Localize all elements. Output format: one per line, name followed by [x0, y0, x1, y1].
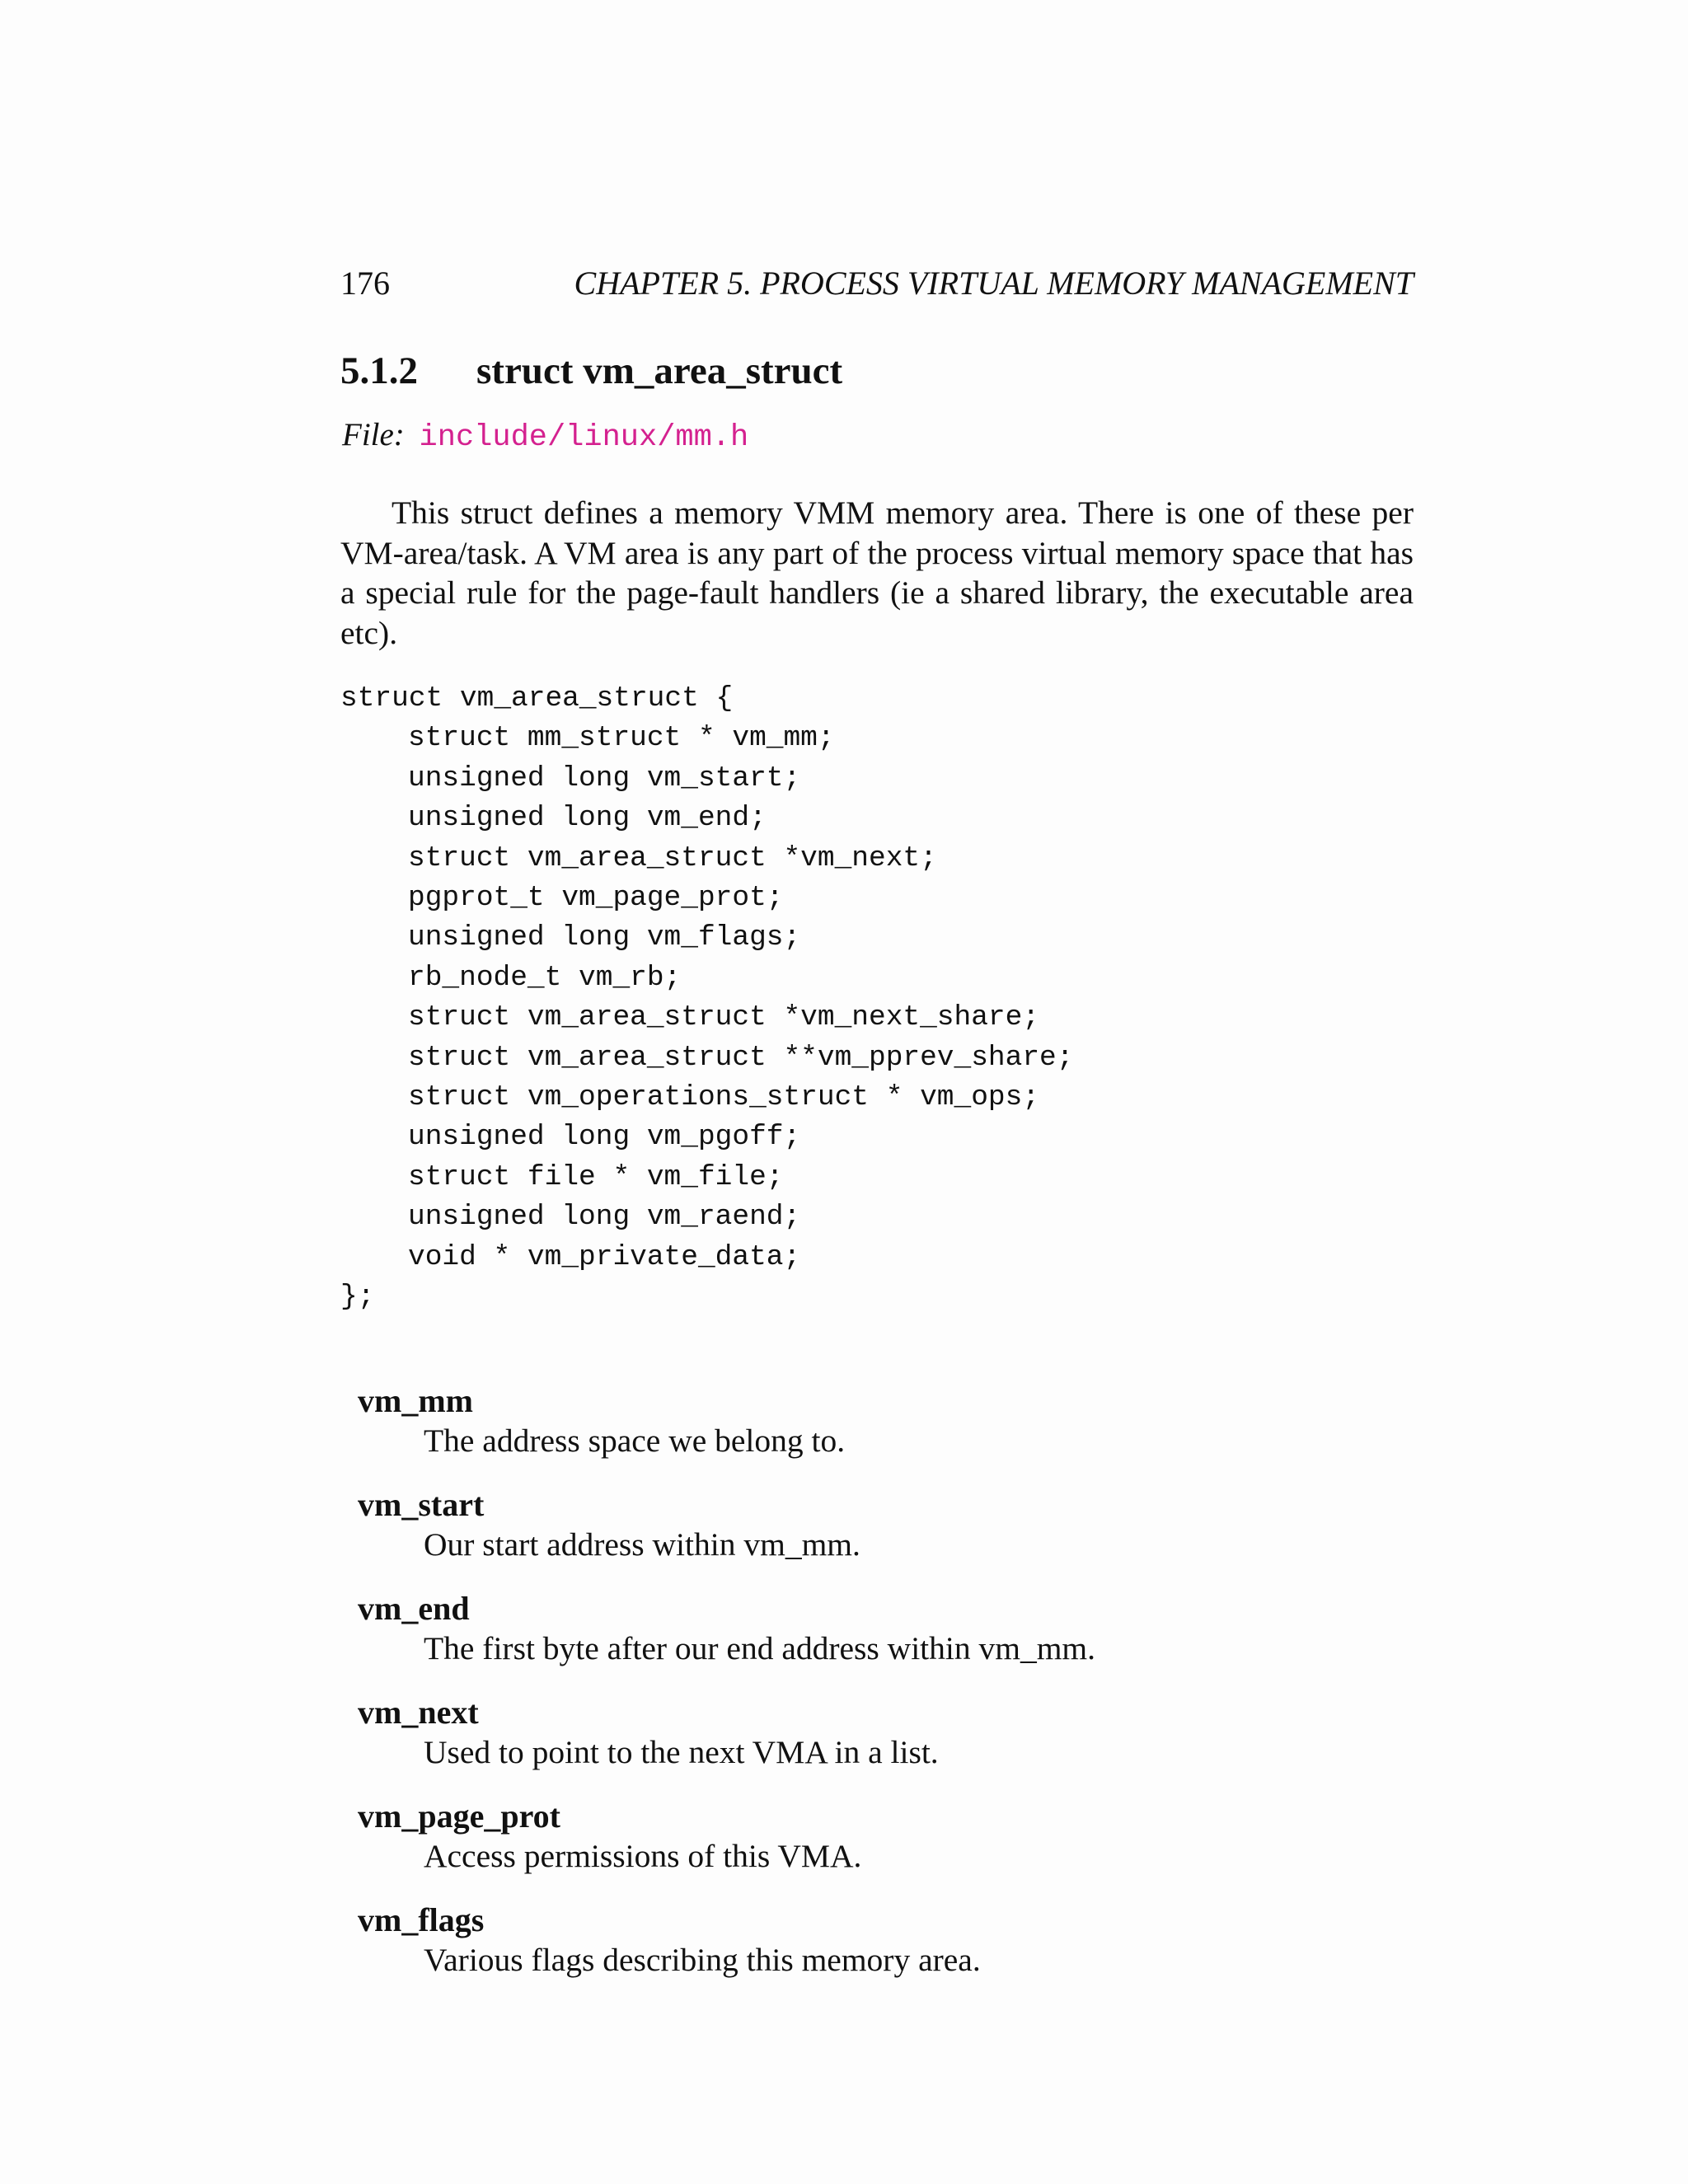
code-line: struct file * vm_file;: [408, 1160, 784, 1193]
field-entry: [358, 1797, 1413, 1876]
file-reference: [342, 414, 748, 459]
field-description: Various flags describing this memory area.: [424, 1942, 981, 1978]
field-entry: [358, 1485, 1413, 1564]
field-entry: [358, 1589, 1413, 1668]
field-description: Access permissions of this VMA.: [424, 1838, 862, 1874]
field-description-list: [358, 1381, 1413, 2004]
field-name: vm_mm: [358, 1382, 473, 1419]
field-name: vm_start: [358, 1486, 485, 1523]
section-title: struct vm_area_struct: [476, 349, 843, 392]
field-entry: [358, 1900, 1413, 1980]
field-description: The first byte after our end address within vm_mm.: [424, 1630, 1096, 1666]
code-line: void * vm_private_data;: [408, 1240, 801, 1273]
running-head: CHAPTER 5. PROCESS VIRTUAL MEMORY MANAGEMENT: [574, 265, 1414, 302]
field-name: vm_end: [358, 1590, 470, 1627]
field-description: The address space we belong to.: [424, 1422, 846, 1459]
code-line: unsigned long vm_end;: [408, 802, 767, 835]
code-line: struct vm_area_struct **vm_pprev_share;: [408, 1041, 1074, 1074]
code-line: pgprot_t vm_page_prot;: [408, 882, 784, 915]
code-line: unsigned long vm_start;: [408, 762, 801, 794]
code-line: struct vm_area_struct *vm_next_share;: [408, 1001, 1040, 1034]
code-listing: [340, 679, 1073, 1318]
field-entry: [358, 1693, 1413, 1772]
field-description: Our start address within vm_mm.: [424, 1526, 860, 1563]
field-name: vm_next: [358, 1694, 479, 1731]
code-line: struct vm_area_struct *vm_next;: [408, 841, 937, 874]
code-line: unsigned long vm_pgoff;: [408, 1121, 801, 1154]
section-number: 5.1.2: [340, 349, 418, 392]
field-name: vm_flags: [358, 1901, 485, 1938]
file-label: File:: [342, 417, 405, 452]
code-line: unsigned long vm_raend;: [408, 1201, 801, 1234]
file-path-link[interactable]: include/linux/mm.h: [419, 420, 749, 455]
page-number: 176: [340, 265, 390, 302]
field-entry: [358, 1381, 1413, 1460]
code-line: rb_node_t vm_rb;: [408, 961, 682, 994]
code-line: struct vm_operations_struct * vm_ops;: [408, 1081, 1040, 1114]
code-line: struct mm_struct * vm_mm;: [408, 722, 835, 755]
section-heading: [340, 346, 842, 396]
field-description: Used to point to the next VMA in a list.: [424, 1734, 939, 1770]
code-line: unsigned long vm_flags;: [408, 921, 801, 954]
code-line-close: };: [340, 1281, 375, 1314]
intro-paragraph: This struct defines a memory VMM memory area. There is one of these per VM-area/task. A VM area is any part of the process virtual memory space that has a special rule for the page-fault handlers (ie a shared library, the executable area etc).: [340, 494, 1414, 651]
field-name: vm_page_prot: [358, 1797, 560, 1835]
code-line-open: struct vm_area_struct {: [340, 682, 734, 715]
